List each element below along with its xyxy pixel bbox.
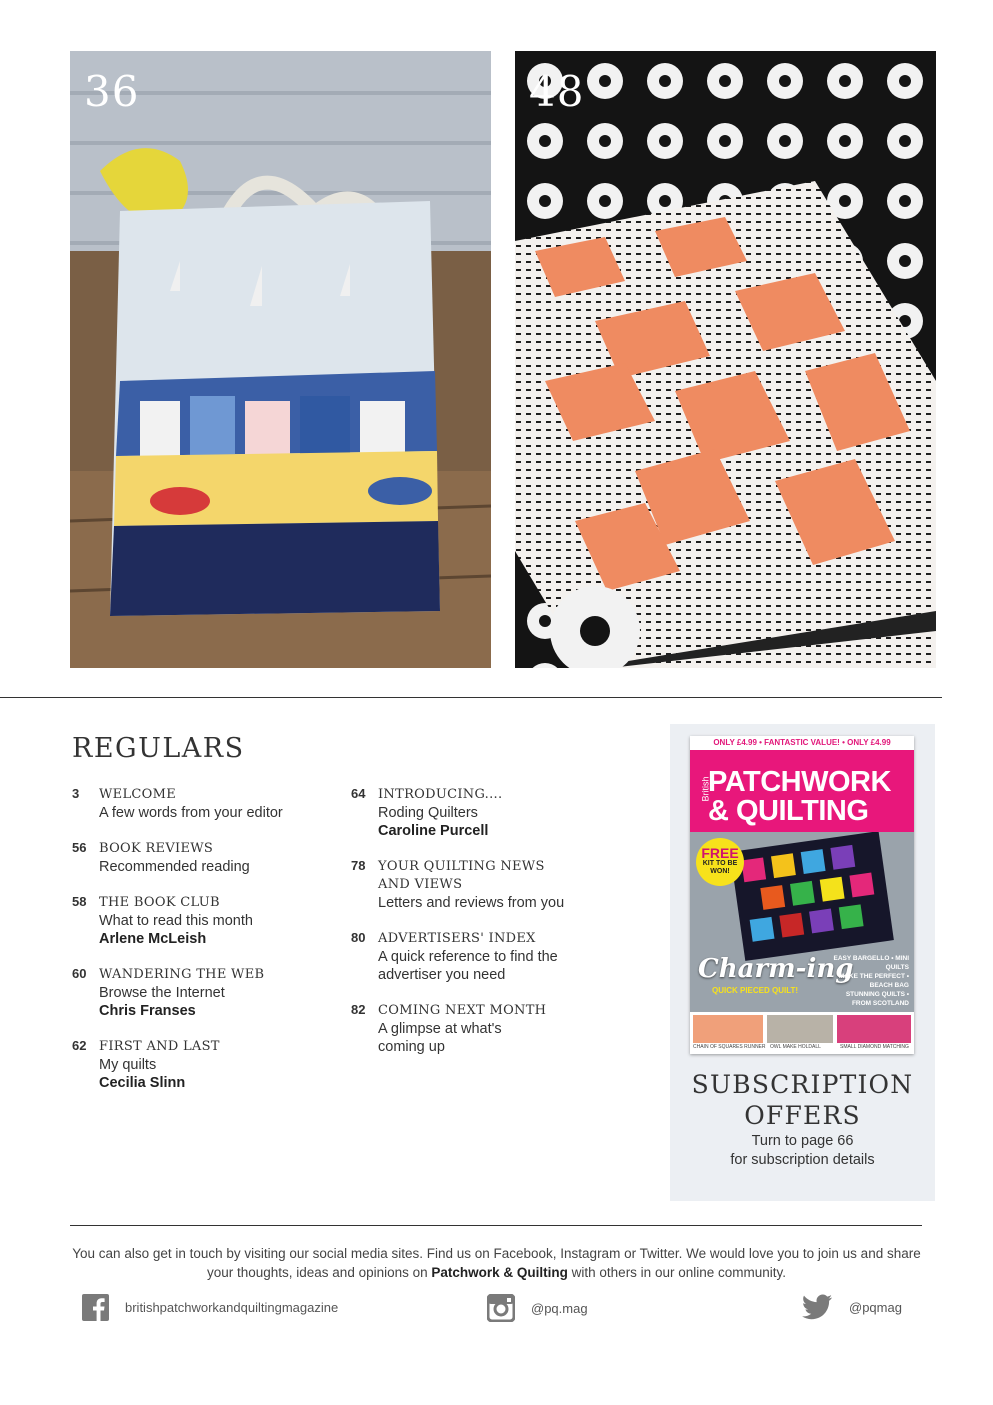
cover-masthead: [690, 750, 914, 832]
social-intro-part2: with others in our online community.: [567, 1265, 787, 1280]
toc-heading: INTRODUCING....: [378, 787, 503, 802]
toc-entry[interactable]: [351, 858, 611, 912]
cover-thumb: [837, 1015, 911, 1043]
toc-page-number: 80: [351, 930, 366, 945]
cover-title-line1: PATCHWORK: [708, 766, 891, 798]
cover-thumb: [693, 1015, 763, 1043]
magazine-cover[interactable]: [690, 736, 914, 1054]
twitter-icon[interactable]: [801, 1294, 833, 1321]
toc-description: A quick reference to find the advertiser you need: [378, 949, 558, 983]
instagram-icon[interactable]: [487, 1294, 515, 1322]
cover-title-line2: & QUILTING: [708, 795, 869, 827]
cover-side-3: STUNNING QUILTS • FROM SCOTLAND: [845, 991, 909, 1007]
cover-side-2: MAKE THE PERFECT • BEACH BAG: [838, 973, 909, 989]
social-intro-bold: Patchwork & Quilting: [431, 1265, 568, 1280]
toc-description: My quilts: [99, 1057, 157, 1073]
toc-page-number: 3: [72, 786, 80, 801]
promo-text: [670, 1132, 935, 1170]
photo-tote-bag: [70, 51, 491, 668]
toc-heading: WANDERING THE WEB: [99, 967, 265, 982]
toc-page-number: 82: [351, 1002, 366, 1017]
cover-thumb-label: SMALL DIAMOND MATCHING: [840, 1044, 909, 1050]
toc-heading: ADVERTISERS' INDEX: [378, 931, 536, 946]
toc-entry[interactable]: [351, 786, 611, 841]
toc-page-number: 62: [72, 1038, 87, 1053]
cover-price-banner: ONLY £4.99 • FANTASTIC VALUE! • ONLY £4.99: [690, 736, 914, 750]
promo-title-line1: SUBSCRIPTION: [691, 1070, 914, 1099]
facebook-handle[interactable]: britishpatchworkandquiltingmagazine: [125, 1300, 339, 1315]
toc-description: Browse the Internet: [99, 985, 225, 1001]
cover-side-1: EASY BARGELLO • MINI QUILTS: [833, 955, 909, 971]
facebook-icon[interactable]: [82, 1294, 109, 1321]
toc-heading: WELCOME: [99, 787, 176, 802]
toc-entry[interactable]: [72, 840, 332, 876]
toc-page-number: 56: [72, 840, 87, 855]
promo-title: [670, 1069, 935, 1131]
social-intro-part1: You can also get in touch by visiting our social media sites. Find us on Facebook, Instagram or Twitter. We would love you to join us and share your thoughts, ideas and opinions on: [72, 1246, 921, 1280]
toc-description: Roding Quilters: [378, 805, 478, 821]
facebook-link[interactable]: [82, 1294, 338, 1321]
toc-heading: BOOK REVIEWS: [99, 841, 214, 856]
toc-description: A few words from your editor: [99, 805, 283, 821]
cover-free-sub: KIT TO BE WON!: [702, 860, 738, 875]
toc-description: Recommended reading: [99, 859, 250, 875]
cover-thumbnails: [690, 1012, 914, 1054]
cover-sidebar: [827, 954, 909, 1008]
toc-page-number: 64: [351, 786, 366, 801]
promo-text-line2: for subscription details: [730, 1152, 875, 1168]
toc-page-number: 58: [72, 894, 87, 909]
cover-thumb-label: OWL MAKE HOLDALL: [770, 1044, 821, 1050]
toc-page-number: 78: [351, 858, 366, 873]
cover-image: [690, 832, 914, 1012]
section-title-regulars: REGULARS: [72, 733, 245, 764]
toc-description: A glimpse at what's coming up: [378, 1021, 502, 1055]
instagram-handle[interactable]: @pq.mag: [531, 1300, 588, 1316]
instagram-link[interactable]: [487, 1294, 588, 1322]
quilt-image: [515, 51, 936, 668]
toc-entry[interactable]: [351, 1002, 611, 1056]
photo-quilt: [515, 51, 936, 668]
toc-entry[interactable]: [72, 894, 332, 949]
cover-free-badge: [696, 838, 744, 886]
social-intro: [60, 1244, 933, 1282]
toc-heading: COMING NEXT MONTH: [378, 1003, 547, 1018]
divider-top: [0, 697, 942, 698]
cover-title: [708, 768, 908, 826]
toc-entry[interactable]: [351, 930, 611, 984]
cover-brand-small: British: [700, 776, 711, 802]
page-number-48: 48: [529, 67, 585, 116]
toc-heading: YOUR QUILTING NEWS AND VIEWS: [378, 859, 545, 892]
promo-text-line1: Turn to page 66: [751, 1133, 854, 1149]
toc-heading: FIRST AND LAST: [99, 1039, 220, 1054]
toc-author: Arlene McLeish: [99, 931, 207, 947]
cover-free-label: FREE: [701, 845, 739, 861]
toc-author: Cecilia Slinn: [99, 1075, 186, 1091]
twitter-handle[interactable]: @pqmag: [849, 1300, 902, 1315]
toc-page-number: 60: [72, 966, 87, 981]
cover-thumb: [767, 1015, 833, 1043]
divider-bottom: [70, 1225, 922, 1226]
toc-author: Caroline Purcell: [378, 823, 489, 839]
toc-heading: THE BOOK CLUB: [99, 895, 220, 910]
cover-headline: Charm-ing: [698, 954, 854, 984]
twitter-link[interactable]: [801, 1294, 902, 1321]
cover-headline-sub: QUICK PIECED QUILT!: [712, 986, 799, 995]
toc-entry[interactable]: [72, 1038, 332, 1093]
toc-description: Letters and reviews from you: [378, 895, 565, 911]
cover-thumb-label: CHAIN OF SQUARES RUNNER: [693, 1044, 766, 1050]
promo-title-line2: OFFERS: [744, 1101, 861, 1130]
tote-bag-image: [70, 51, 491, 668]
toc-entry[interactable]: [72, 966, 332, 1021]
toc-entry[interactable]: [72, 786, 332, 822]
toc-author: Chris Franses: [99, 1003, 196, 1019]
toc-description: What to read this month: [99, 913, 253, 929]
page-number-36: 36: [84, 67, 140, 116]
subscription-promo[interactable]: [670, 724, 935, 1201]
